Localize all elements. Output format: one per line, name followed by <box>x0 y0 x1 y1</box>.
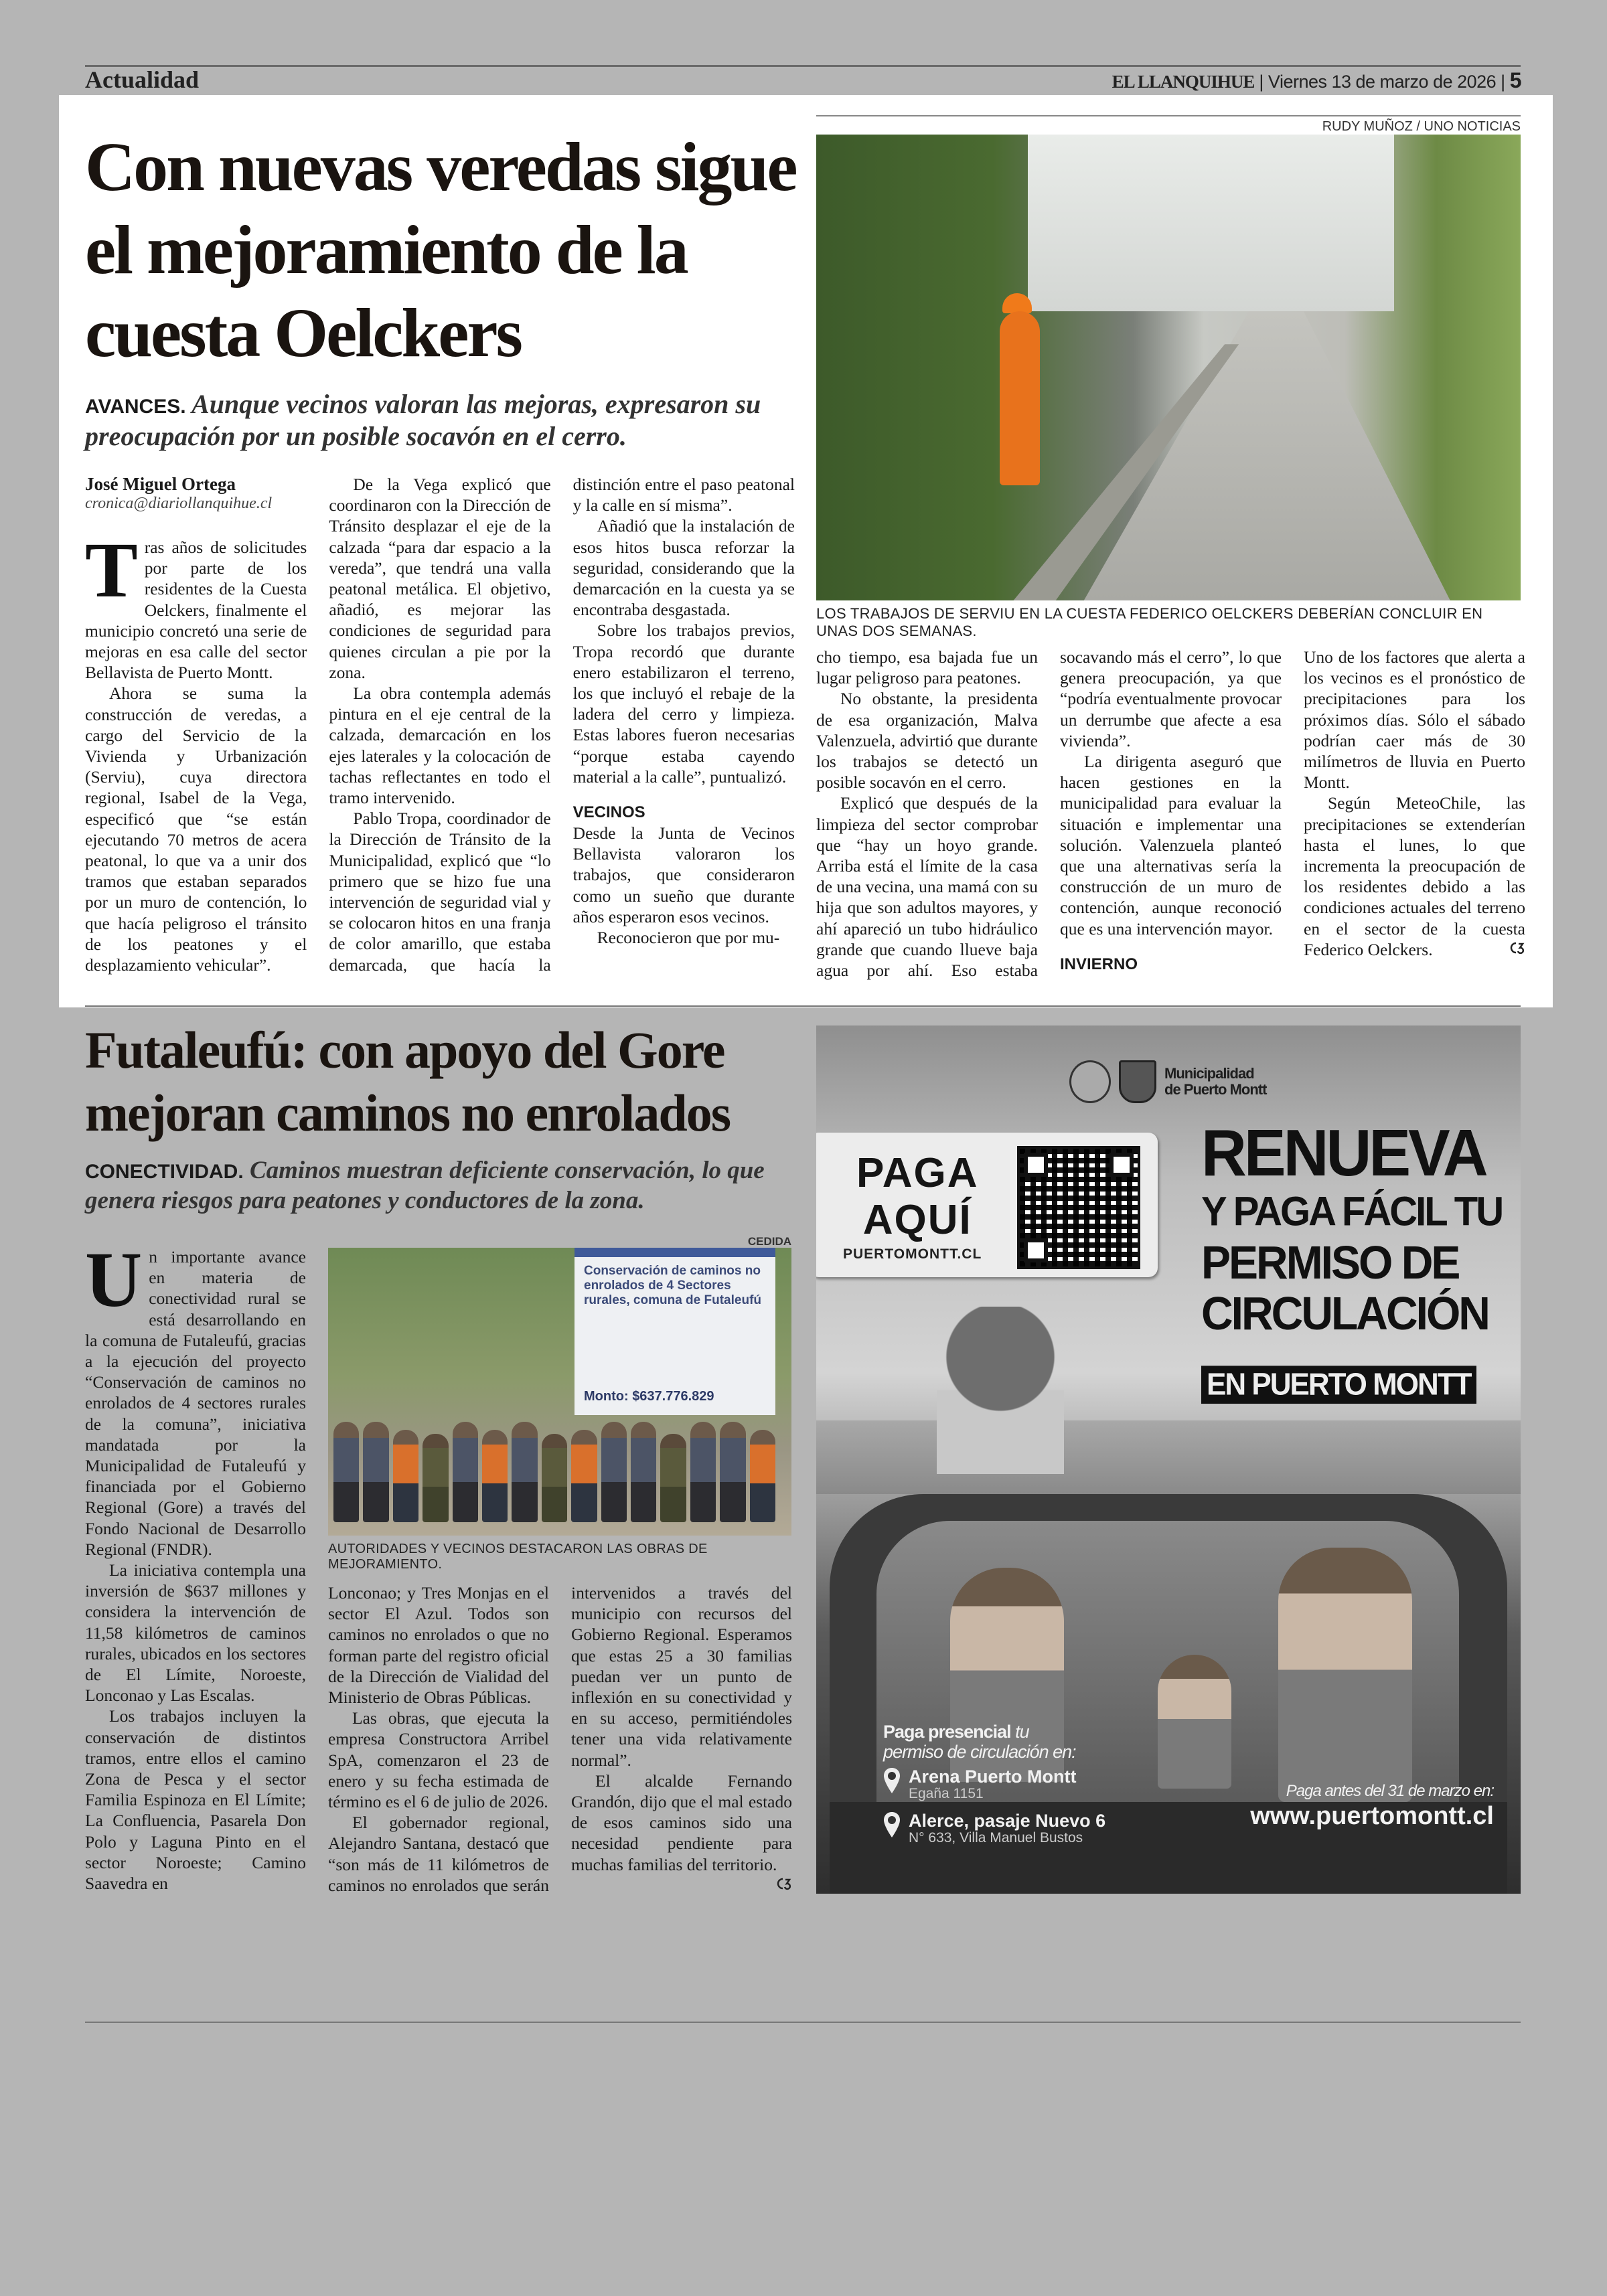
map-pin-icon <box>883 1811 901 1838</box>
paragraph <box>85 1560 306 1706</box>
top-rule <box>85 65 1521 67</box>
paragraph <box>85 1236 306 1560</box>
paragraph-text: cho tiempo, esa bajada fue un lugar peligroso para peatones. <box>816 647 1038 688</box>
end-of-article-icon <box>1485 939 1525 960</box>
pay-here-line1: PAGA <box>856 1150 979 1196</box>
second-article-kicker: CONECTIVIDAD. <box>85 1161 244 1183</box>
paragraph-text: Uno de los factores que alerta a los vecinos es el pronóstico de precipitaciones para los próximos días. Sólo el sábado podrían caer más de 30 milímetros de lluvia en Puerto Montt. <box>1304 647 1525 793</box>
paragraph-text: Un importante avance en materia de conectividad rural se está desarrollando en la comuna de Futaleufú, gracias a la ejecución del proyecto “Conservación de caminos no enrolados de 4 sectores rurales de la comuna”, iniciativa mandatada por la Municipalidad de Futaleufú y financiada por el Gobierno Regional (Gore) a través del Fondo Nacional de Desarrollo Regional (FNDR). <box>85 1236 306 1559</box>
paragraph <box>85 1706 306 1894</box>
ad-headline-line2: Y PAGA FÁCIL TU <box>1201 1188 1503 1234</box>
second-article-dek-text: Caminos muestran deficiente conservación, lo que genera riesgos para peatones y conductores de la zona. <box>85 1157 765 1214</box>
article-kicker: AVANCES. <box>85 396 186 418</box>
project-sign-title: Conservación de caminos no enrolados de 4 Sectores rurales, comuna de Futaleufú <box>584 1264 761 1307</box>
photo-credit: RUDY MUÑOZ / UNO NOTICIAS <box>1322 119 1521 134</box>
paragraph <box>328 1708 549 1812</box>
photo-people-group <box>333 1422 775 1522</box>
newspaper-name: EL LLANQUIHUE <box>1112 72 1255 92</box>
paragraph <box>1304 647 1525 793</box>
paragraph <box>85 526 307 683</box>
paragraph-text: La dirigenta aseguró que hacen gestiones en la municipalidad para evaluar la situación e implementar una solución. Valenzuela planteó que una alternativas sería la construcción de un muro de contención, aunque reconoció que es una intervención mayor. <box>1060 752 1282 938</box>
paragraph-text: Pablo Tropa, coordinador de la Dirección de Tránsito de la Municipalidad, explicó que “lo primero que se hizo fue una intervención de seguridad vial y se colocaron hitos en una franja de color amarillo, que estaba demarcada, que hacía la distinción entre el paso peatonal y la calle en sí misma”. <box>329 475 795 975</box>
paragraph-text: Ahora se suma la construcción de veredas, a cargo del Servicio de la Vivienda y Urbanización (Serviu), cuya directora regional, Isabel de la Vega, especificó que “se están ejecutando 70 metros de acera peatonal, lo que va a unir dos tramos que estaban separados por un muro de contención, lo que hacía peligroso el tránsito de los peatones y el desplazamiento vehicular”. <box>85 683 307 975</box>
city-shield-icon <box>1119 1060 1156 1103</box>
issue-date: Viernes 13 de marzo de 2026 <box>1268 72 1497 92</box>
subheading <box>573 802 795 823</box>
futaleufu-group-photo <box>328 1248 791 1536</box>
pay-here-box[interactable] <box>816 1133 1158 1277</box>
project-sign <box>575 1248 775 1415</box>
location-address: Egaña 1151 <box>909 1786 984 1801</box>
article-dek <box>85 388 801 453</box>
subheading <box>1060 954 1282 975</box>
paragraph <box>1304 793 1525 960</box>
section-divider <box>85 1005 1521 1007</box>
paragraph-text: Añadió que la instalación de esos hitos busca reforzar la seguridad, considerando que la demarcación en la cuesta ya se encontraba desgastada. <box>572 516 795 620</box>
second-article-dek <box>85 1155 801 1216</box>
ad-headline-line3: PERMISO DE <box>1201 1236 1459 1289</box>
article-dek-text: Aunque vecinos valoran las mejoras, expresaron su preocupación por un posible socavón en el cerro. <box>85 389 761 451</box>
paragraph <box>571 1771 792 1875</box>
ad-headline <box>1201 1115 1509 1406</box>
paragraph-text: La iniciativa contempla una inversión de $637 millones y considera la intervención de 11,58 kilómetros de caminos rurales, ubicados en los sectores de El Límite, Noroeste, Lonconao y Las Escalas. <box>85 1560 306 1706</box>
folio: EL LLANQUIHUE | Viernes 13 de marzo de 2026 | 5 <box>1112 68 1521 92</box>
paragraph-text: Los trabajos incluyen la conservación de distintos tramos, entre ellos el camino Zona de Pesca y el sector Familia Espinoza en El Límite; La Confluencia, Pasarela Don Polo y Laguna Pinto en el sector Noroeste; Camino Saavedra en <box>85 1706 306 1894</box>
deadline-text: Paga antes del 31 de marzo en: <box>1286 1782 1494 1800</box>
article-body-part-2 <box>816 647 1525 989</box>
location-name: Arena Puerto Montt <box>909 1767 1077 1787</box>
ad-statue <box>937 1307 1064 1474</box>
paragraph-text: Las obras, que ejecuta la empresa Constructora Arribel SpA, comenzaron el 23 de enero y su fecha estimada de término es el 6 de julio de 2026. <box>328 1708 549 1812</box>
ad-website-link[interactable]: www.puertomontt.cl <box>1250 1802 1494 1830</box>
map-pin-icon <box>883 1767 901 1794</box>
paragraph-text: Sobre los trabajos previos, Tropa recordó que durante enero estabilizaron el terreno, los que incluyó el rebaje de la ladera del cerro y limpieza. Estas labores fueron necesarias “porque estaba cayendo material a la calle”, puntualizó. <box>572 621 795 787</box>
location-address: N° 633, Villa Manuel Bustos <box>909 1830 1083 1846</box>
second-article-headline: Futaleufú: con apoyo del Gore mejoran caminos no enrolados <box>85 1021 731 1142</box>
location-name: Alerce, pasaje Nuevo 6 <box>909 1811 1106 1831</box>
second-photo-credit: CEDIDA <box>747 1235 791 1248</box>
paragraph <box>329 683 550 808</box>
photo-caption: LOS TRABAJOS DE SERVIU EN LA CUESTA FEDERICO OELCKERS DEBERÍAN CONCLUIR EN UNAS DOS SEMANAS. <box>816 605 1483 639</box>
paragraph <box>573 515 795 620</box>
payment-location-2 <box>883 1811 1105 1846</box>
second-article-body-part-2 <box>328 1582 792 1906</box>
end-of-article-icon <box>752 1875 792 1896</box>
paragraph <box>816 647 1038 688</box>
pay-here-line2: AQUÍ <box>862 1197 972 1243</box>
paragraph <box>1060 751 1282 939</box>
photo-sky <box>1028 135 1394 311</box>
bottom-rule <box>85 2022 1521 2023</box>
ad-headline-line1: RENUEVA <box>1201 1115 1486 1190</box>
municipality-logo <box>1069 1060 1266 1103</box>
byline-author: José Miguel Ortega <box>85 474 236 494</box>
photo-rule <box>816 115 1521 116</box>
paragraph <box>328 1582 549 1708</box>
paragraph-text: INVIERNO <box>1060 955 1138 973</box>
second-photo-caption: AUTORIDADES Y VECINOS DESTACARON LAS OBRAS DE MEJORAMIENTO. <box>328 1542 708 1572</box>
city-seal-icon <box>1069 1060 1111 1103</box>
paragraph-text: La obra contempla además pintura en el eje central de la calzada, demarcación en los ejes laterales y la colocación de tachas reflectantes en todo el tramo intervenido. <box>329 683 551 808</box>
article-body-part-1 <box>85 474 795 989</box>
paragraph-text: El alcalde Fernando Grandón, dijo que el mal estado de esos caminos sido una necesidad pendiente para muchas familias del territorio. <box>571 1771 792 1874</box>
project-sign-amount: Monto: $637.776.829 <box>584 1389 714 1404</box>
paragraph-text: Desde la Junta de Vecinos Bellavista valoraron los trabajos, que consideraron como un sueño que durante años esperaron esos vecinos. <box>572 823 795 926</box>
second-article-body-part-1 <box>85 1236 306 1906</box>
article-headline: Con nuevas veredas sigue el mejoramiento de la cuesta Oelckers <box>85 129 796 372</box>
pay-here-url[interactable]: PUERTOMONTT.CL <box>843 1246 982 1262</box>
paragraph-text: El gobernador regional, Alejandro Santana, destacó que “son más de 11 kilómetros de caminos no enrolados que serán intervenidos a través del municipio con recursos del Gobierno Regional. Esperamos que estas 25 a 30 familias puedan ver un punto de inflexión en su conectividad y en su acceso, permitiéndoles tener una vida relativamente normal”. <box>328 1583 792 1895</box>
payment-location-1 <box>883 1767 1077 1802</box>
paragraph-text: Explicó que después de la limpieza del sector comprobar que “hay un hoyo grande. Arriba está el límite de la casa de una vecina, una mamá con su hija que son adultos mayores, y ahí apareció un tubo hidráulico grande que cuando llueve baja agua por ahí. Eso estaba socavando más el cerro”, lo que genera preocupación, ya que “podría eventualmente provocar un derrumbe que afecte a esa vivienda”. <box>816 647 1282 981</box>
paragraph <box>816 688 1038 793</box>
in-person-bold: Paga presencial <box>883 1722 1011 1742</box>
ad-sea <box>816 1420 1521 1494</box>
ad-headline-line4: CIRCULACIÓN <box>1201 1287 1488 1339</box>
paragraph-text: VECINOS <box>572 803 645 822</box>
photo-worker <box>1000 311 1040 485</box>
paragraph-text: De la Vega explicó que coordinaron con la Dirección de Tránsito desplazar el eje de la calzada “para dar espacio a la vereda”, que tendrá una valla peatonal metálica. El objetivo, añadió, es mejorar las condiciones de seguridad para quienes circulan a pie por la zona. <box>329 475 551 682</box>
paragraph <box>573 620 795 787</box>
in-person-italic-1: tu <box>1015 1722 1029 1742</box>
byline-email[interactable]: cronica@diariollanquihue.cl <box>85 495 273 512</box>
ad-headline-line5: EN PUERTO MONTT <box>1201 1366 1476 1404</box>
paragraph <box>573 927 795 948</box>
municipality-name-line2: de Puerto Montt <box>1164 1081 1267 1098</box>
section-name: Actualidad <box>85 66 200 93</box>
ad-toy-character <box>1158 1655 1231 1789</box>
page-number: 5 <box>1509 68 1521 92</box>
paragraph-text: Tras años de solicitudes por parte de los residentes de la Cuesta Oelckers, finalmente el municipio concretó una serie de mejoras en esa calle del sector Bellavista de Puerto Montt. <box>85 526 307 683</box>
in-person-italic-2: permiso de circulación en: <box>883 1742 1076 1762</box>
in-person-payment-text <box>883 1722 1076 1762</box>
paragraph-text: Reconocieron que por mu- <box>597 928 780 948</box>
qr-code-icon[interactable] <box>1017 1146 1140 1269</box>
paragraph-text: Lonconao; y Tres Monjas en el sector El Azul. Todos son caminos no enrolados o que no forman parte del registro oficial de la Dirección de Vialidad del Ministerio de Obras Públicas. <box>328 1583 549 1708</box>
road-works-photo <box>816 135 1521 600</box>
paragraph-text: No obstante, la presidenta de esa organización, Malva Valenzuela, advirtió que durante los trabajos se detectó un posible socavón en el cerro. <box>816 689 1038 793</box>
paragraph <box>573 823 795 927</box>
municipality-name-line1: Municipalidad <box>1164 1065 1254 1082</box>
vehicle-permit-advertisement[interactable] <box>816 1026 1521 1894</box>
ad-father-character <box>1278 1548 1412 1802</box>
paragraph-text: Según MeteoChile, las precipitaciones se extenderían hasta el lunes, lo que incrementa la preocupación de los residentes debido a las condiciones actuales del terreno en el sector de la cuesta Federico Oelckers. <box>1304 793 1525 959</box>
paragraph <box>85 683 307 975</box>
paragraph <box>329 474 550 683</box>
